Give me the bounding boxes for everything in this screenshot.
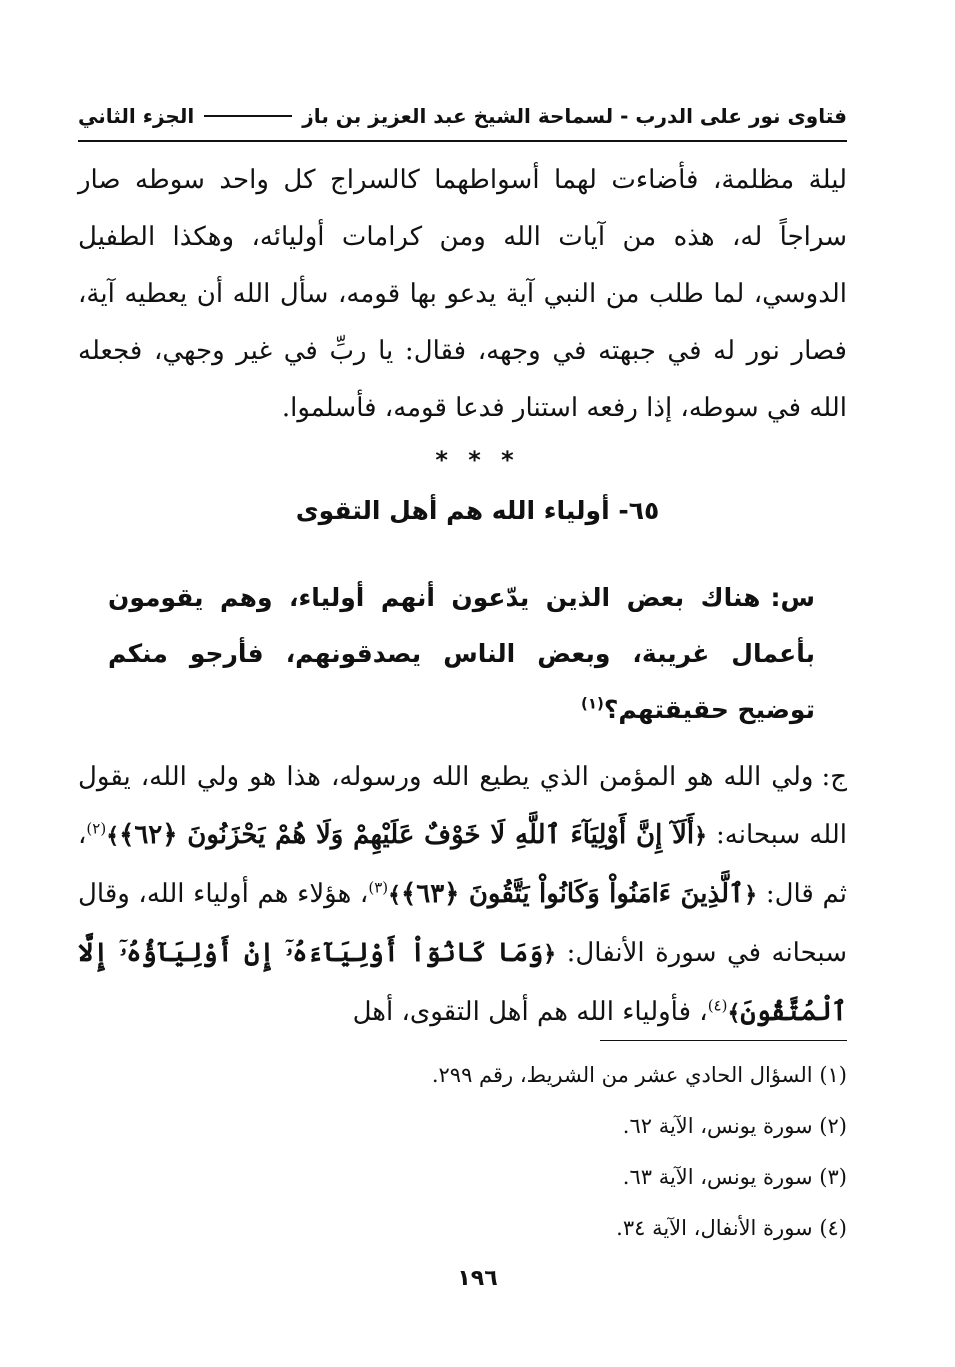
footnote-ref-2: (٢) xyxy=(86,819,107,838)
footnote-ref-3: (٣) xyxy=(368,878,389,897)
footnote-ref-4: (٤) xyxy=(707,996,728,1015)
answer-label: ج: xyxy=(821,762,847,792)
body-paragraph: ليلة مظلمة، فأضاءت لهما أسواطهما كالسراج كل واحد سوطه صار سراجاً له، هذه من آيات الله ومن كرامات أوليائه، وهكذا الطفيل الدوسي، لما طلب من النبي آية يدعو بها قومه، سأل الله أن يعطيه آية، فصار نور له في جبهته في وجهه، فقال: يا ربِّ في غير وجهي، فجعله الله في سوطه، إذا رفعه استنار فدعا قومه، فأسلموا. xyxy=(78,165,847,423)
quran-verse-3: وَمَا كَانُوٓاْ أَوْلِيَآءَهُۥٓ إِنْ أَوْلِيَآؤُهُۥٓ إِلَّا ٱلْمُتَّقُونَ xyxy=(78,938,847,1027)
quran-verse-1: أَلَآ إِنَّ أَوْلِيَآءَ ٱللَّهِ لَا خَوْفٌ عَلَيْهِمْ وَلَا هُمْ يَحْزَنُونَ ﴿٦٢﴾ xyxy=(119,820,695,850)
quran-open-bracket: ﴿ xyxy=(694,823,708,849)
question-label: س: xyxy=(770,583,815,612)
answer-tail: ، فأولياء الله هم أهل التقوى، أهل xyxy=(352,997,708,1027)
quran-close-bracket: ﴾ xyxy=(388,882,401,908)
footnote-ref-1: (١) xyxy=(580,694,604,713)
answer-mid-2: ، هؤلاء هم أولياء الله، وقال سبحانه في سورة الأنفال: xyxy=(78,879,848,968)
footnote-item: (٢) سورة يونس، الآية ٦٢. xyxy=(622,1114,847,1138)
question-block xyxy=(108,570,815,738)
answer-intro: ولي الله هو المؤمن الذي يطيع الله ورسوله، هذا هو ولي الله، يقول الله سبحانه: xyxy=(78,762,847,850)
question-text: هناك بعض الذين يدّعون أنهم أولياء، وهم يقومون بأعمال غريبة، وبعض الناس يصدقونهم، فأرجو منكم توضيح حقيقتهم؟ xyxy=(108,583,815,724)
footnote-item: (٣) سورة يونس، الآية ٦٣. xyxy=(622,1165,847,1189)
quran-close-bracket: ﴾ xyxy=(727,1000,741,1026)
quran-open-bracket: ﴿ xyxy=(744,882,758,908)
footnote-separator xyxy=(600,1040,847,1041)
header-rule xyxy=(204,115,292,117)
footnote-item: (٤) سورة الأنفال، الآية ٣٤. xyxy=(616,1216,847,1240)
answer-mid-1: ، ثم قال: xyxy=(78,820,847,909)
section-break-stars: * * * xyxy=(435,446,520,474)
book-title: فتاوى نور على الدرب - لسماحة الشيخ عبد العزيز بن باز xyxy=(302,104,847,128)
footnote-item: (١) السؤال الحادي عشر من الشريط، رقم ٢٩٩. xyxy=(431,1063,847,1087)
answer-block xyxy=(78,748,847,1042)
running-header xyxy=(78,96,847,136)
page-number: ١٩٦ xyxy=(457,1266,498,1291)
header-underline xyxy=(78,140,847,142)
quran-verse-2: ٱلَّذِينَ ءَامَنُواْ وَكَانُواْ يَتَّقُونَ ﴿٦٣﴾ xyxy=(401,879,745,909)
part-label: الجزء الثاني xyxy=(78,104,195,128)
quran-close-bracket: ﴾ xyxy=(106,823,120,849)
section-heading: ٦٥- أولياء الله هم أهل التقوى xyxy=(295,496,660,525)
footnotes xyxy=(78,1050,847,1254)
quran-open-bracket: ﴿ xyxy=(543,941,557,967)
